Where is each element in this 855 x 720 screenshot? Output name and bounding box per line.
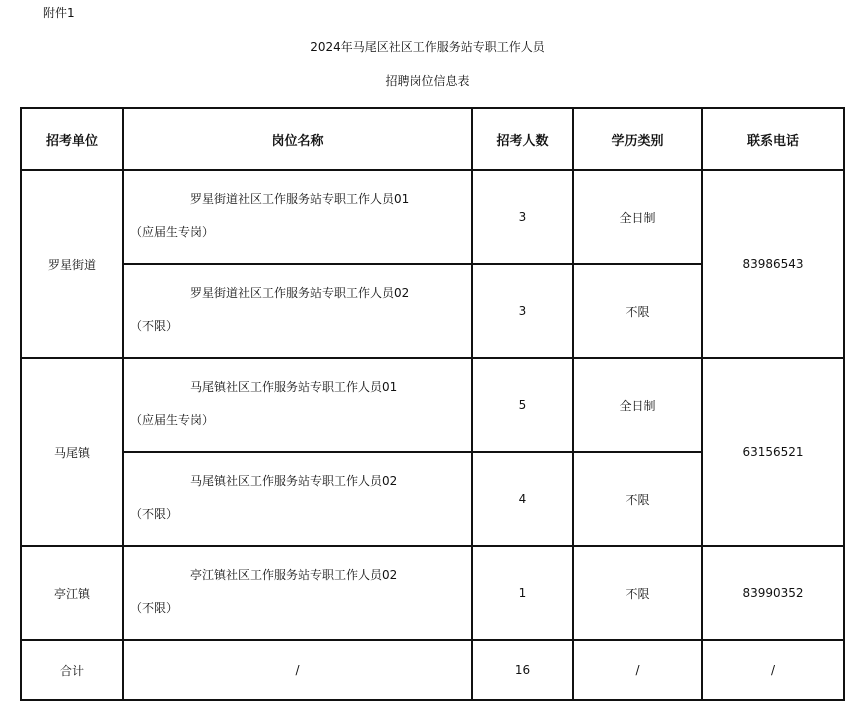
position-cell bbox=[123, 358, 472, 452]
position-name: 亭江镇社区工作服务站专职工作人员02 bbox=[190, 568, 398, 582]
table-row bbox=[21, 358, 844, 452]
count-cell: 3 bbox=[472, 170, 573, 264]
education-cell: 不限 bbox=[573, 452, 702, 546]
education-cell: 全日制 bbox=[573, 358, 702, 452]
phone-cell: 63156521 bbox=[702, 358, 844, 546]
unit-cell: 亭江镇 bbox=[21, 546, 123, 640]
position-note: （应届生专岗） bbox=[130, 225, 215, 239]
header-phone: 联系电话 bbox=[702, 108, 844, 170]
table-row bbox=[21, 546, 844, 640]
position-cell bbox=[123, 170, 472, 264]
position-note: （不限） bbox=[130, 319, 179, 333]
attachment-label: 附件1 bbox=[43, 6, 75, 20]
phone-cell: 83990352 bbox=[702, 546, 844, 640]
total-education: / bbox=[573, 640, 702, 700]
total-phone: / bbox=[702, 640, 844, 700]
position-cell bbox=[123, 264, 472, 358]
total-position: / bbox=[123, 640, 472, 700]
document-title: 2024年马尾区社区工作服务站专职工作人员 bbox=[310, 40, 545, 54]
total-row bbox=[21, 640, 844, 700]
position-cell bbox=[123, 452, 472, 546]
position-name: 罗星街道社区工作服务站专职工作人员02 bbox=[190, 286, 410, 300]
education-cell: 不限 bbox=[573, 546, 702, 640]
header-count: 招考人数 bbox=[472, 108, 573, 170]
header-education: 学历类别 bbox=[573, 108, 702, 170]
position-note: （不限） bbox=[130, 601, 179, 615]
position-note: （应届生专岗） bbox=[130, 413, 215, 427]
education-cell: 不限 bbox=[573, 264, 702, 358]
unit-cell: 罗星街道 bbox=[21, 170, 123, 358]
total-count: 16 bbox=[472, 640, 573, 700]
position-cell bbox=[123, 546, 472, 640]
table-header-row bbox=[21, 108, 844, 170]
total-label: 合计 bbox=[21, 640, 123, 700]
document-subtitle: 招聘岗位信息表 bbox=[385, 74, 470, 88]
position-name: 马尾镇社区工作服务站专职工作人员02 bbox=[190, 474, 398, 488]
table-row bbox=[21, 170, 844, 264]
education-cell: 全日制 bbox=[573, 170, 702, 264]
count-cell: 3 bbox=[472, 264, 573, 358]
count-cell: 5 bbox=[472, 358, 573, 452]
header-unit: 招考单位 bbox=[21, 108, 123, 170]
phone-cell: 83986543 bbox=[702, 170, 844, 358]
recruitment-table bbox=[20, 107, 845, 701]
count-cell: 1 bbox=[472, 546, 573, 640]
position-note: （不限） bbox=[130, 507, 179, 521]
count-cell: 4 bbox=[472, 452, 573, 546]
header-position: 岗位名称 bbox=[123, 108, 472, 170]
unit-cell: 马尾镇 bbox=[21, 358, 123, 546]
position-name: 罗星街道社区工作服务站专职工作人员01 bbox=[190, 192, 410, 206]
position-name: 马尾镇社区工作服务站专职工作人员01 bbox=[190, 380, 398, 394]
